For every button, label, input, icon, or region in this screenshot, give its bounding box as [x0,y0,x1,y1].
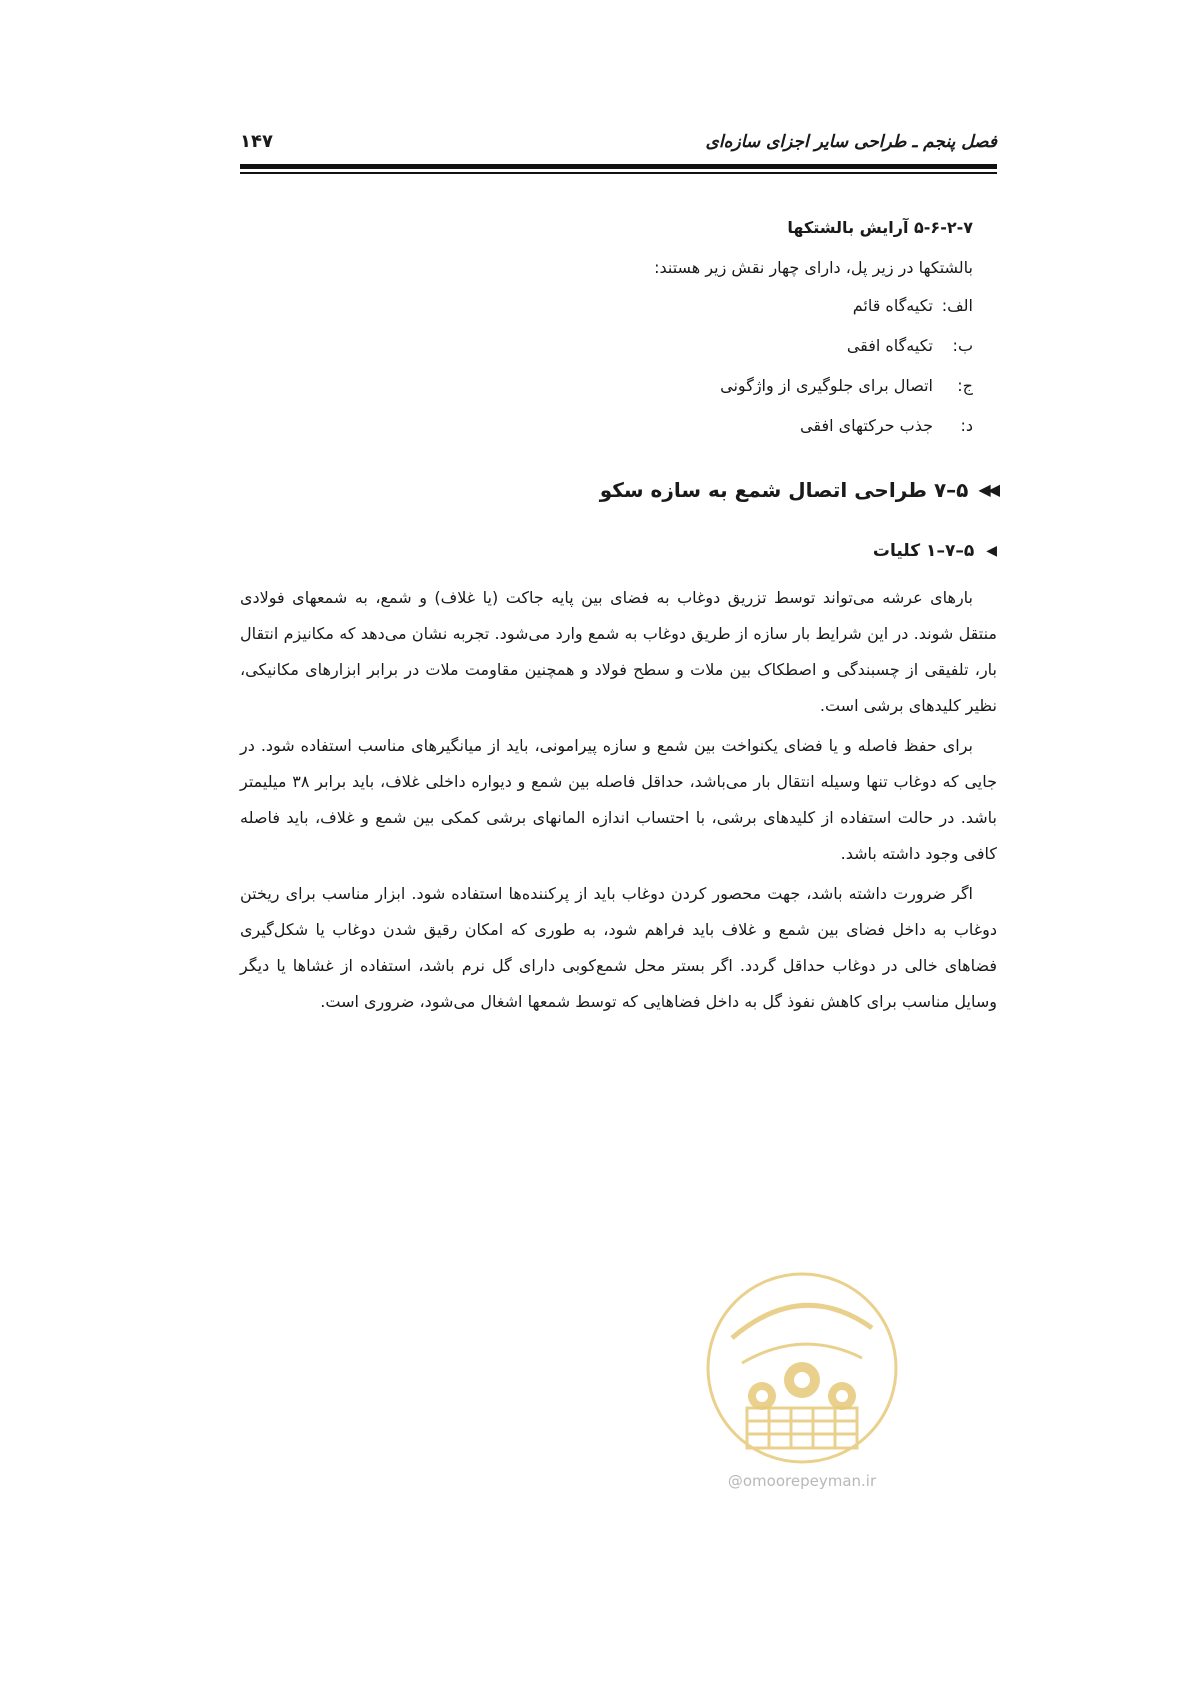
page-number: ۱۴۷ [240,131,273,152]
section-heading-text: ۵–۷ طراحی اتصال شمع به سازه سکو [599,478,969,502]
role-letter: ب: [952,336,973,355]
role-text: تکیه‌گاه قائم [852,296,933,315]
page-content [240,214,997,1024]
double-arrow-icon: ◀◀ [978,480,997,499]
watermark-logo-icon [702,1268,902,1468]
paragraph: اگر ضرورت داشته باشد، جهت محصور کردن دوغاب باید از پرکننده‌ها استفاده شود. ابزار مناسب برای ریختن دوغاب به داخل فضای بین شمع و غلاف باید فراهم شود، به طوری که امکان رقیق شدن دوغاب یا شکل‌گیری فضاهای خالی در دوغاب حداقل گردد. اگر بستر محل شمع‌کوبی دارای گل نرم باشد، استفاده از غشاها یا دیگر وسایل مناسب برای کاهش نفوذ گل به داخل فضاهایی که توسط شمعها اشغال می‌شود، ضروری است. [240,884,997,1011]
chapter-title: فصل پنجم ـ طراحی سایر اجزای سازه‌ای [705,132,997,152]
bearing-intro: بالشتکها در زیر پل، دارای چهار نقش زیر هستند: [654,258,973,277]
header-rule-thin [240,172,997,174]
arrow-icon: ◀ [986,543,997,559]
list-item [240,366,973,406]
role-letter: د: [960,416,973,435]
paragraph-block [240,728,997,872]
paragraph-block [240,580,997,724]
role-text: جذب حرکتهای افقی [800,416,933,435]
heading-general [240,536,997,566]
heading-pile-connection [240,474,997,506]
role-letter: الف: [941,296,973,315]
role-text: اتصال برای جلوگیری از واژگونی [720,376,933,395]
paragraph: بارهای عرشه می‌تواند توسط تزریق دوغاب به فضای بین پایه جاکت (یا غلاف) و شمع، به شمعهای فولادی منتقل شوند. در این شرایط بار سازه از طریق دوغاب به شمع وارد می‌شود. تجربه نشان می‌دهد که مکانیزم انتقال بار، تلفیقی از چسبندگی و اصطکاک بین ملات و سطح فولاد و همچنین مقاومت ملات در برابر ابزارهای مکانیکی، نظیر کلیدهای برشی است. [240,588,997,715]
list-item [240,326,973,366]
paragraph-block [240,876,997,1020]
header-rule-thick [240,164,997,169]
paragraph: برای حفظ فاصله و یا فضای یکنواخت بین شمع و سازه پیرامونی، باید از میانگیرهای مناسب استفاده شود. در جایی که دوغاب تنها وسیله انتقال بار می‌باشد، حداقل فاصله بین شمع و دیواره داخلی غلاف، باید برابر ۳۸ میلیمتر باشد. در حالت استفاده از کلیدهای برشی، با احتساب اندازه المانهای برشی کمکی بین شمع و غلاف، باید فاصله کافی وجود داشته باشد. [240,736,998,863]
role-letter: ج: [957,376,973,395]
heading-bearing-arrangement: ۵-۶-۲-۷ آرایش بالشتکها [787,218,973,237]
watermark-caption: @omoorepeyman.ir [727,1472,877,1490]
list-item [240,286,973,326]
list-item [240,406,973,446]
bearing-roles-list [240,286,997,446]
page-header [240,128,997,158]
document-page [240,0,997,1684]
role-text: تکیه‌گاه افقی [846,336,933,355]
subsection-heading-text: ۵–۷–۱ کلیات [872,541,975,561]
